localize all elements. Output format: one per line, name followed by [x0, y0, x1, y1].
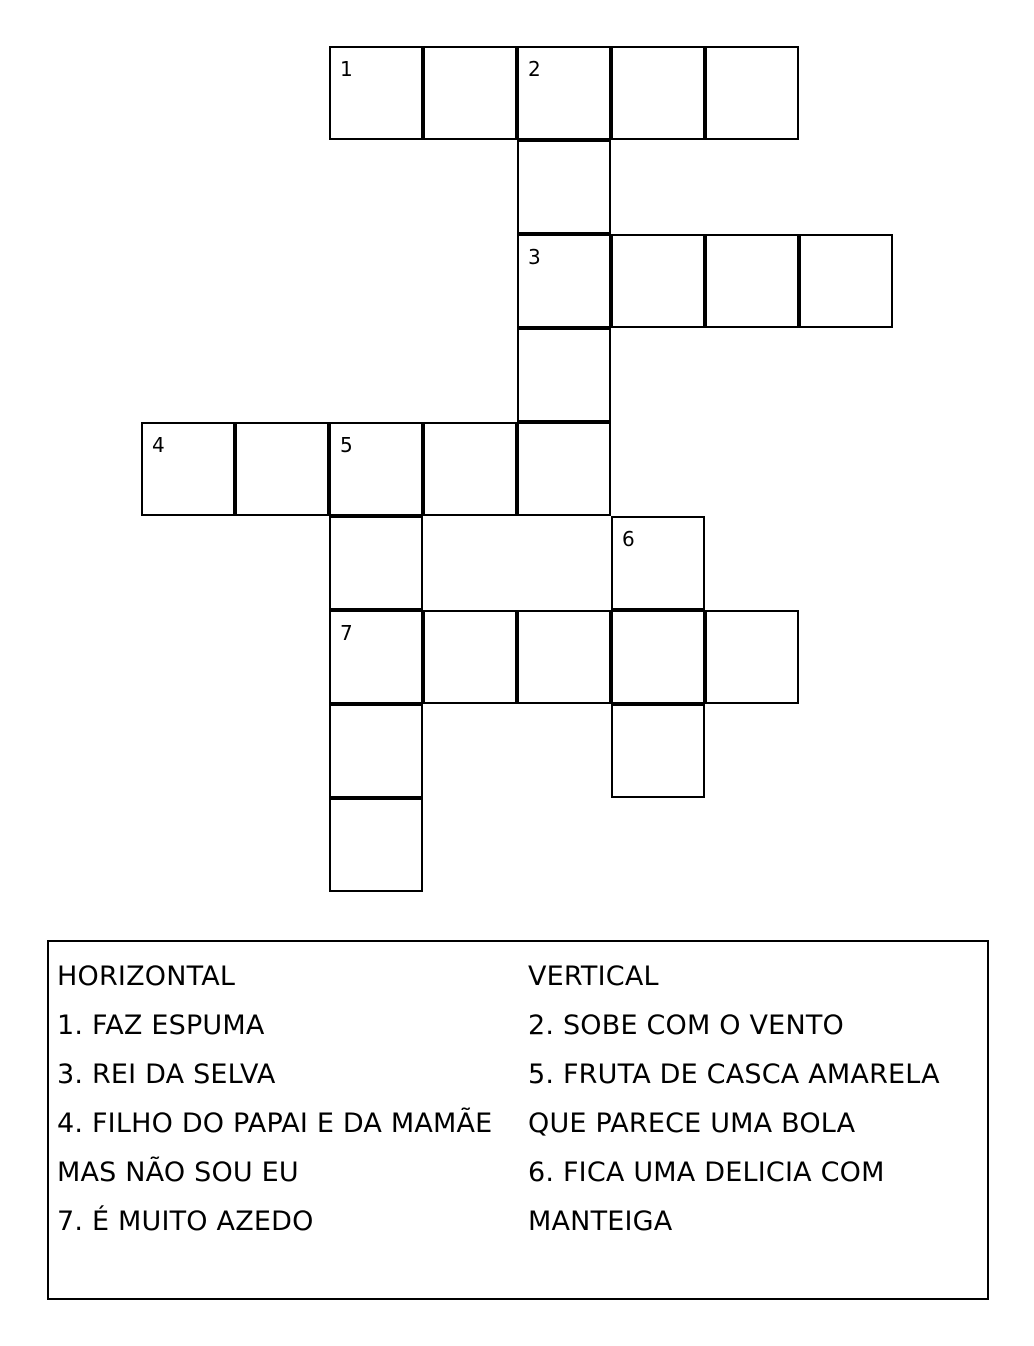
crossword-cell[interactable]	[517, 328, 611, 422]
clue-7: 7. É MUITO AZEDO	[57, 1206, 314, 1237]
horizontal-heading: HORIZONTAL	[57, 961, 236, 992]
crossword-cell[interactable]	[329, 422, 423, 516]
clue-4-continued: MAS NÃO SOU EU	[57, 1157, 299, 1188]
crossword-cell[interactable]	[235, 422, 329, 516]
crossword-cell[interactable]	[329, 516, 423, 610]
cell-number: 3	[528, 245, 541, 269]
crossword-cell[interactable]	[799, 234, 893, 328]
crossword-cell[interactable]	[705, 46, 799, 140]
clue-2: 2. SOBE COM O VENTO	[528, 1010, 844, 1041]
crossword-cell[interactable]	[611, 46, 705, 140]
crossword-cell[interactable]	[423, 422, 517, 516]
clue-1: 1. FAZ ESPUMA	[57, 1010, 265, 1041]
crossword-cell[interactable]	[611, 610, 705, 704]
clue-6-continued: MANTEIGA	[528, 1206, 673, 1237]
crossword-cell[interactable]	[517, 422, 611, 516]
crossword-cell[interactable]	[329, 798, 423, 892]
crossword-cell[interactable]	[423, 46, 517, 140]
crossword-cell[interactable]	[517, 610, 611, 704]
clue-5-continued: QUE PARECE UMA BOLA	[528, 1108, 856, 1139]
crossword-cell[interactable]	[517, 46, 611, 140]
crossword-cell[interactable]	[141, 422, 235, 516]
crossword-cell[interactable]	[423, 610, 517, 704]
crossword-cell[interactable]	[329, 610, 423, 704]
crossword-cell[interactable]	[705, 234, 799, 328]
clues-box	[47, 940, 989, 1300]
cell-number: 5	[340, 433, 353, 457]
clue-4: 4. FILHO DO PAPAI E DA MAMÃE	[57, 1108, 493, 1139]
crossword-cell[interactable]	[329, 704, 423, 798]
cell-number: 1	[340, 57, 353, 81]
vertical-heading: VERTICAL	[528, 961, 659, 992]
clue-6: 6. FICA UMA DELICIA COM	[528, 1157, 885, 1188]
cell-number: 7	[340, 621, 353, 645]
clue-5: 5. FRUTA DE CASCA AMARELA	[528, 1059, 940, 1090]
crossword-cell[interactable]	[611, 704, 705, 798]
crossword-cell[interactable]	[517, 234, 611, 328]
crossword-cell[interactable]	[329, 46, 423, 140]
cell-number: 4	[152, 433, 165, 457]
vertical-clues	[528, 952, 940, 1246]
cell-number: 6	[622, 527, 635, 551]
crossword-cell[interactable]	[517, 140, 611, 234]
clue-3: 3. REI DA SELVA	[57, 1059, 276, 1090]
crossword-cell[interactable]	[705, 610, 799, 704]
horizontal-clues	[57, 952, 492, 1246]
crossword-cell[interactable]	[611, 516, 705, 610]
cell-number: 2	[528, 57, 541, 81]
crossword-cell[interactable]	[611, 234, 705, 328]
